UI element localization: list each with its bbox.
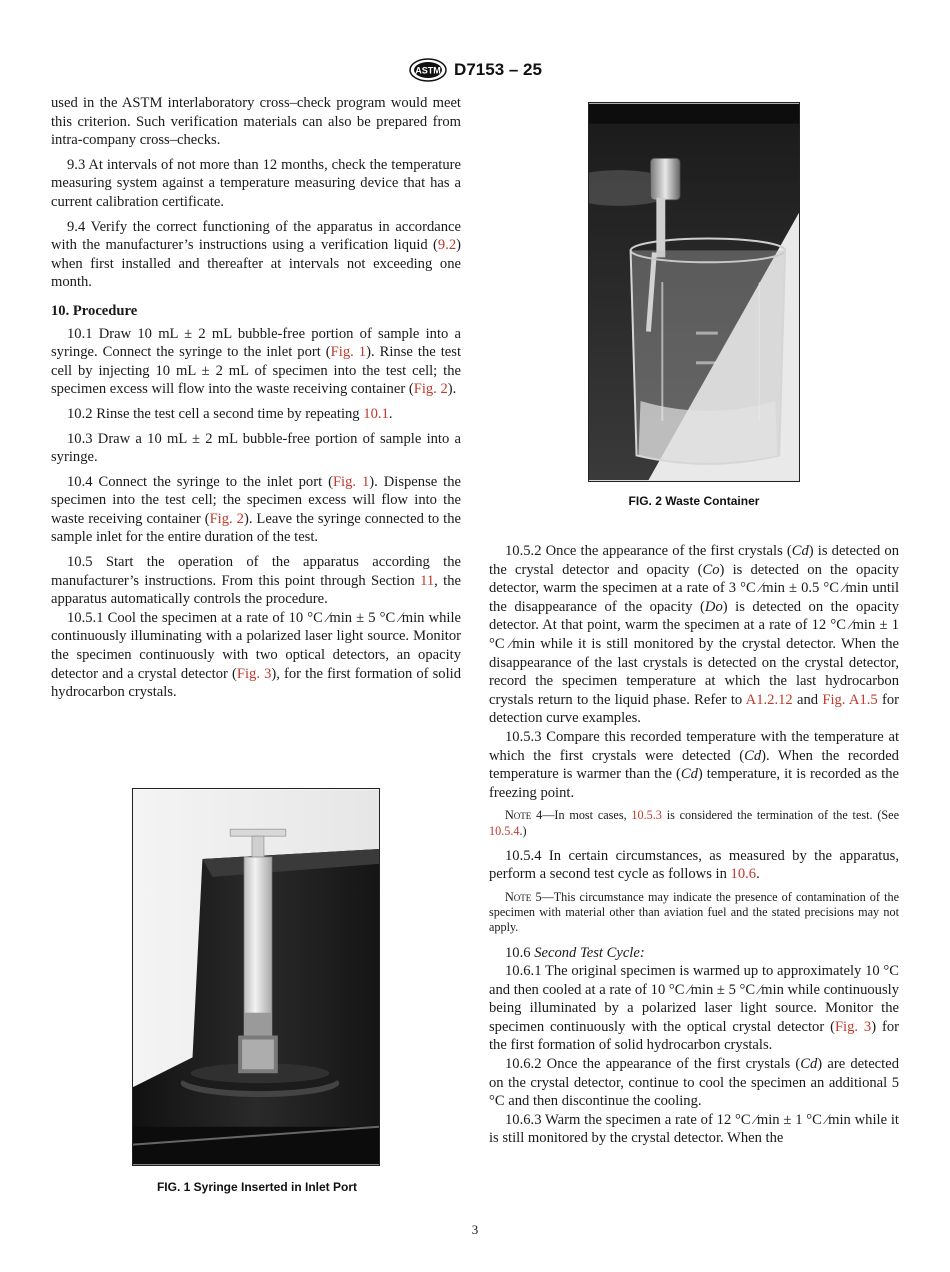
syringe-photo — [132, 788, 380, 1166]
link-fig-3[interactable]: Fig. 3 — [236, 665, 272, 682]
astm-logo-text: ASTM — [415, 65, 441, 76]
link-fig-2[interactable]: Fig. 2 — [413, 381, 448, 398]
page-number: 3 — [471, 1222, 479, 1237]
paragraph-continuation: used in the ASTM interlaboratory cross–check program would meet this criterion. Such verification materials can also be prepared from intra-company cross–checks. — [51, 95, 461, 149]
link-10-6[interactable]: 10.6 — [730, 866, 757, 883]
page-header — [0, 56, 950, 84]
figure-1-caption: FIG. 1 Syringe Inserted in Inlet Port — [156, 1180, 358, 1194]
note-5: Note 5—This circumstance may indicate the presence of contamination of the specimen with material other than aviation fuel and the stated precisions may not apply. — [489, 889, 899, 935]
standard-designation: D7153 – 25 — [454, 60, 542, 79]
paragraph-10-4: 10.4 Connect the syringe to the inlet port (Fig. 1). Dispense the specimen into the test cell; the specimen excess will flow into the waste receiving container (Fig. 2). Leave the syringe connected to the sample inlet for the entire duration of the test. — [51, 473, 462, 546]
paragraph-10-1: 10.1 Draw 10 mL ± 2 mL bubble-free portion of sample into a syringe. Connect the syringe to the inlet port (Fig. 1). Rinse the test cell by injecting 10 mL ± 2 mL of specimen into the test cell; the specimen excess will flow into the waste receiving container (Fig. 2). — [51, 325, 462, 398]
paragraph-10-6-3: 10.6.3 Warm the specimen a rate of 12 °C ⁄min ± 1 °C ⁄min while it is still monitored by the crystal detector. When the — [489, 1111, 899, 1147]
section-heading-procedure: 10. Procedure — [51, 302, 138, 319]
left-column — [51, 94, 461, 708]
link-section-11[interactable]: 11 — [420, 572, 435, 589]
link-fig-2[interactable]: Fig. 2 — [209, 510, 244, 527]
link-a1-2-12[interactable]: A1.2.12 — [745, 691, 793, 708]
paragraph-10-3: 10.3 Draw a 10 mL ± 2 mL bubble-free portion of sample into a syringe. — [51, 430, 461, 466]
paragraph-10-5-3: 10.5.3 Compare this recorded temperature with the temperature at which the first crystals were detected (Cd). When the recorded temperature is warmer than the (Cd) temperature, it is recorded as the freezing point. — [489, 728, 899, 801]
paragraph-10-6-1: 10.6.1 The original specimen is warmed up to approximately 10 °C and then cooled at a rate of 10 °C ⁄min ± 5 °C ⁄min while continuously being illuminated by a polarized laser light source. Monitor the specimen continuously with the optical crystal detector (Fig. 3) for the first formation of solid hydrocarbon crystals. — [489, 963, 900, 1054]
link-fig-a1-5[interactable]: Fig. A1.5 — [822, 691, 878, 708]
paragraph-10-6-2: 10.6.2 Once the appearance of the first crystals (Cd) are detected on the crystal detector, continue to cool the specimen an additional 5 °C and then discontinue the cooling. — [489, 1056, 899, 1110]
paragraph-10-5-1: 10.5.1 Cool the specimen at a rate of 10 °C ⁄min ± 5 °C ⁄min while continuously illuminating with a polarized laser light source. Monitor the specimen continuously with two optical detectors, an opacity detector and a crystal detector (Fig. 3), for the first formation of solid hydrocarbon crystals. — [51, 609, 462, 701]
link-fig-1[interactable]: Fig. 1 — [330, 344, 367, 361]
paragraph-9-3: 9.3 At intervals of not more than 12 months, check the temperature measuring system against a temperature measuring device that has a current calibration certificate. — [51, 156, 461, 210]
link-10-5-3[interactable]: 10.5.3 — [631, 808, 662, 823]
link-fig-1[interactable]: Fig. 1 — [332, 473, 370, 490]
link-10-5-4[interactable]: 10.5.4 — [489, 823, 520, 838]
figure-2 — [588, 102, 800, 508]
paragraph-10-6: 10.6 Second Test Cycle: — [505, 944, 645, 961]
figure-2-caption: FIG. 2 Waste Container — [628, 494, 760, 508]
figure-1 — [132, 788, 382, 1194]
note-4: Note 4—In most cases, 10.5.3 is considered the termination of the test. (See 10.5.4.) — [489, 808, 899, 838]
paragraph-10-5-2: 10.5.2 Once the appearance of the first crystals (Cd) is detected on the crystal detector and opacity (Co) is detected on the opacity detector, warm the specimen at a rate of 3 °C ⁄min ± 0.5 °C ⁄min until the disappearance of the opacity (Do) is detected on the opacity detector. At that point, warm the specimen at a rate of 12 °C ⁄min ± 1 °C ⁄min while it is still monitored by the crystal detector. When the disappearance of the last crystals is detected on the crystal detector, record the specimen temperature at which the last hydrocarbon crystals return to the liquid phase. Refer to A1.2.12 and Fig. A1.5 for detection curve examples. — [489, 543, 899, 727]
link-fig-3[interactable]: Fig. 3 — [834, 1018, 872, 1035]
paragraph-10-2: 10.2 Rinse the test cell a second time by repeating 10.1. — [67, 405, 393, 422]
link-10-1[interactable]: 10.1 — [363, 405, 389, 422]
link-9-2[interactable]: 9.2 — [437, 237, 457, 254]
paragraph-10-5: 10.5 Start the operation of the apparatus according the manufacturer’s instructions. From this point through Section 11, the apparatus automatically controls the procedure. — [51, 554, 461, 608]
right-column — [489, 542, 899, 1148]
astm-logo-icon — [408, 58, 448, 82]
waste-container-photo — [588, 102, 800, 482]
paragraph-9-4: 9.4 Verify the correct functioning of the apparatus in accordance with the manufacturer’s instructions using a verification liquid (9.2) when first installed and thereafter at intervals not exceeding one month. — [51, 218, 461, 291]
paragraph-10-5-4: 10.5.4 In certain circumstances, as measured by the apparatus, perform a second test cycle as follows in 10.6. — [489, 847, 899, 883]
